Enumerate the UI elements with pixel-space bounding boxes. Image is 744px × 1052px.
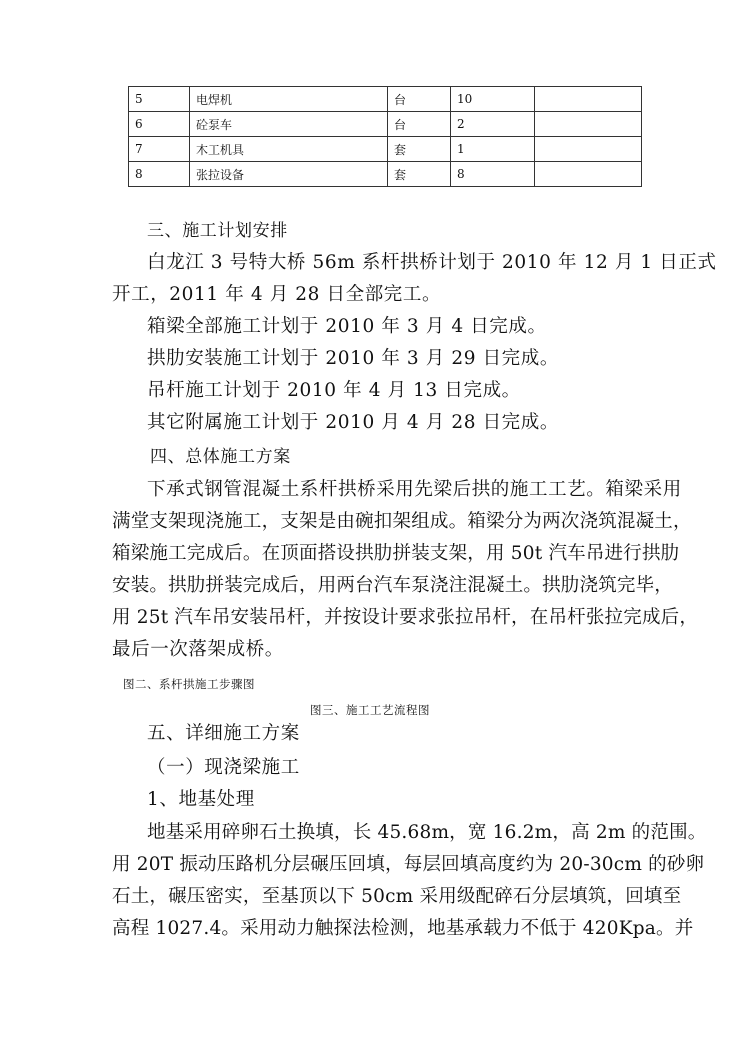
- section5-paragraph-line: 用 20T 振动压路机分层碾压回填，每层回填高度约为 20-30cm 的砂卵: [112, 854, 705, 875]
- cell-no: 7: [129, 137, 190, 162]
- section3-paragraph-line: 白龙江 3 号特大桥 56m 系杆拱桥计划于 2010 年 12 月 1 日正式: [147, 252, 717, 273]
- cell-name: 电焊机: [190, 87, 388, 112]
- cell-name: 砼泵车: [190, 112, 388, 137]
- cell-unit: 套: [388, 162, 451, 187]
- section5-paragraph-line: 高程 1027.4。采用动力触探法检测，地基承载力不低于 420Kpa。并: [112, 918, 694, 939]
- section3-heading: 三、施工计划安排: [147, 221, 288, 241]
- section5-paragraph-line: 石土，碾压密实，至基顶以下 50cm 采用级配碎石分层填筑，回填至: [112, 886, 682, 907]
- section4-paragraph-line: 安装。拱肋拼装完成后，用两台汽车泵浇注混凝土。拱肋浇筑完毕，: [112, 575, 674, 596]
- section3-paragraph: 吊杆施工计划于 2010 年 4 月 13 日完成。: [147, 380, 521, 401]
- cell-note: [535, 87, 642, 112]
- table-row: [129, 162, 642, 187]
- table-row: [129, 112, 642, 137]
- section4-heading: 四、总体施工方案: [150, 447, 291, 467]
- cell-name: 张拉设备: [190, 162, 388, 187]
- cell-no: 6: [129, 112, 190, 137]
- table-row: [129, 87, 642, 112]
- cell-name: 木工机具: [190, 137, 388, 162]
- figure-2-caption: 图二、系杆拱施工步骤图: [123, 677, 255, 691]
- section3-paragraph: 箱梁全部施工计划于 2010 年 3 月 4 日完成。: [147, 316, 547, 337]
- cell-note: [535, 162, 642, 187]
- cell-qty: 2: [451, 112, 535, 137]
- section5-heading: 五、详细施工方案: [147, 723, 300, 744]
- cell-no: 8: [129, 162, 190, 187]
- cell-unit: 台: [388, 87, 451, 112]
- section4-paragraph-line: 箱梁施工完成后。在顶面搭设拱肋拼装支架，用 50t 汽车吊进行拱肋: [112, 543, 680, 564]
- cell-note: [535, 112, 642, 137]
- equipment-table: [128, 86, 642, 187]
- cell-qty: 8: [451, 162, 535, 187]
- figure-3-caption: 图三、施工工艺流程图: [310, 703, 430, 717]
- subsubsection-heading: 1、地基处理: [147, 789, 255, 810]
- section4-paragraph-line: 下承式钢管混凝土系杆拱桥采用先梁后拱的施工工艺。箱梁采用: [147, 479, 682, 500]
- subsection-heading: （一）现浇梁施工: [147, 757, 300, 778]
- cell-unit: 台: [388, 112, 451, 137]
- section3-paragraph-line: 开工，2011 年 4 月 28 日全部完工。: [112, 284, 442, 305]
- cell-unit: 套: [388, 137, 451, 162]
- cell-note: [535, 137, 642, 162]
- cell-qty: 1: [451, 137, 535, 162]
- cell-qty: 10: [451, 87, 535, 112]
- section3-paragraph: 其它附属施工计划于 2010 月 4 月 28 日完成。: [147, 412, 559, 433]
- section4-paragraph-line: 用 25t 汽车吊安装吊杆，并按设计要求张拉吊杆，在吊杆张拉完成后，: [112, 607, 699, 628]
- section5-paragraph-line: 地基采用碎卵石土换填，长 45.68m，宽 16.2m，高 2m 的范围。: [147, 822, 707, 843]
- section3-paragraph: 拱肋安装施工计划于 2010 年 3 月 29 日完成。: [147, 348, 559, 369]
- cell-no: 5: [129, 87, 190, 112]
- section4-paragraph-line: 最后一次落架成桥。: [112, 639, 284, 660]
- table-row: [129, 137, 642, 162]
- section4-paragraph-line: 满堂支架现浇施工，支架是由碗扣架组成。箱梁分为两次浇筑混凝土，: [112, 511, 692, 532]
